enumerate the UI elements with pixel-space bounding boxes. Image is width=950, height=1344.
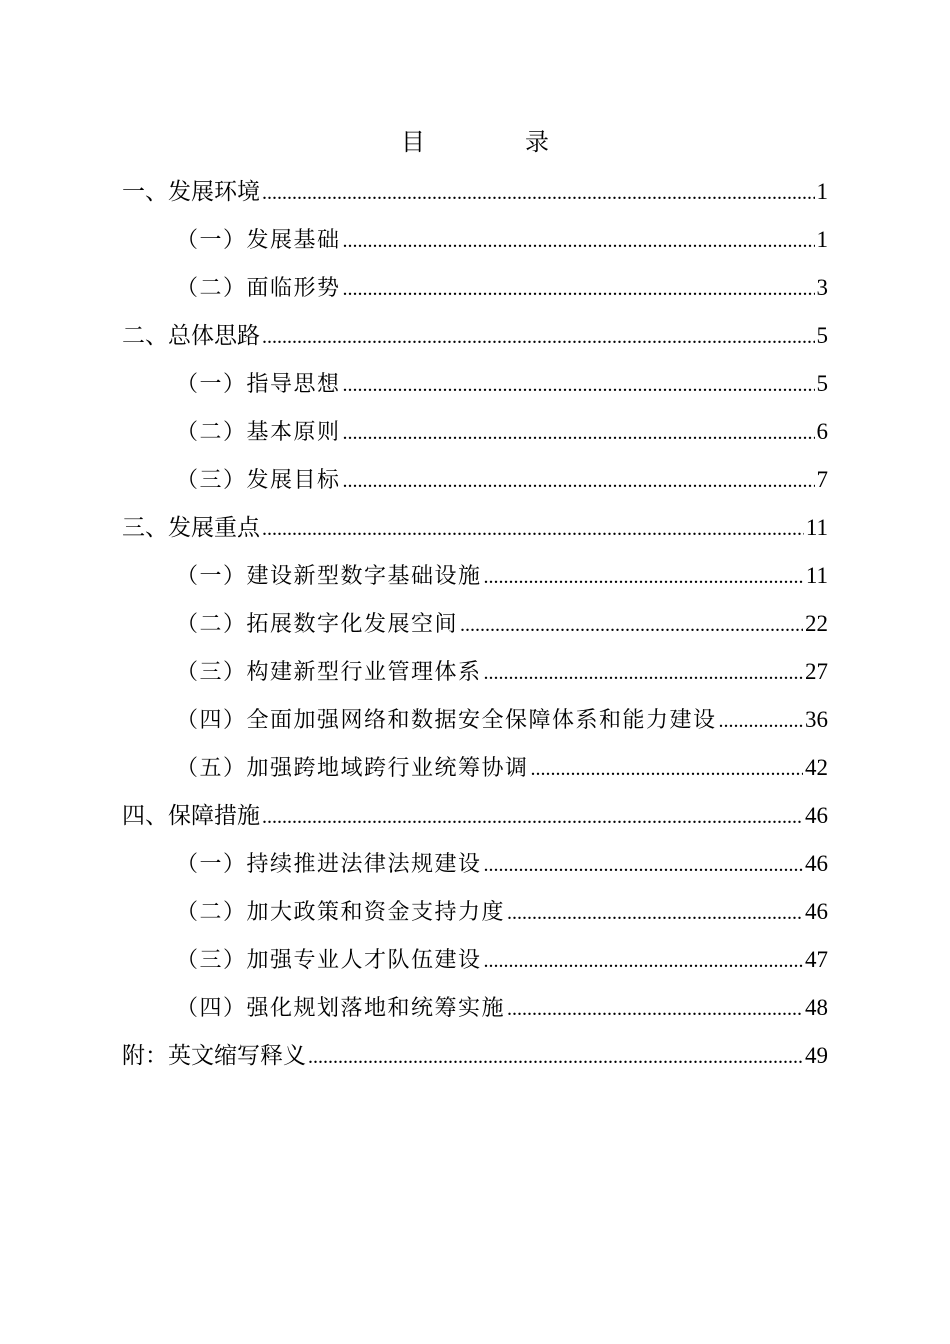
- toc-page-number: 22: [805, 611, 828, 636]
- toc-page-number: 48: [805, 995, 828, 1020]
- dot-leader: [507, 889, 803, 937]
- toc-entry-text: （一）发展基础: [176, 228, 341, 253]
- toc-entry-text: （二）加大政策和资金支持力度: [176, 900, 506, 925]
- toc-page-number: 47: [805, 947, 828, 972]
- toc-page-number: 42: [805, 755, 828, 780]
- toc-entry-text: （三）构建新型行业管理体系: [176, 660, 482, 685]
- dot-leader: [460, 601, 803, 649]
- toc-entry-text: （二）基本原则: [176, 420, 341, 445]
- toc-entry[interactable]: [0, 600, 950, 648]
- toc-page-number: 5: [816, 323, 828, 348]
- toc-page-number: 11: [805, 563, 828, 588]
- toc-entry[interactable]: [0, 648, 950, 696]
- toc-page-number: 49: [805, 1043, 828, 1068]
- dot-leader: [484, 649, 803, 697]
- dot-leader: [484, 937, 803, 985]
- toc-page-number: 36: [805, 707, 828, 732]
- toc-entry-text: （三）加强专业人才队伍建设: [176, 948, 482, 973]
- toc-entry-text: 一、发展环境: [122, 179, 260, 205]
- toc-page-number: 5: [816, 371, 828, 396]
- dot-leader: [343, 361, 815, 409]
- dot-leader: [262, 313, 815, 361]
- toc-entry-text: （二）拓展数字化发展空间: [176, 612, 459, 637]
- dot-leader: [308, 1033, 803, 1081]
- toc-page-number: 46: [805, 803, 828, 828]
- toc-page-number: 46: [805, 851, 828, 876]
- toc-entry-text: （一）持续推进法律法规建设: [176, 852, 482, 877]
- toc-entry-text: 三、发展重点: [122, 515, 260, 541]
- toc-page-number: 1: [816, 179, 828, 204]
- toc-page-number: 1: [816, 227, 828, 252]
- toc-entry-text: 二、总体思路: [122, 323, 260, 349]
- toc-title: 目 录: [401, 128, 587, 156]
- toc-entry[interactable]: [0, 840, 950, 888]
- toc-entry[interactable]: [0, 552, 950, 600]
- toc-entry[interactable]: [0, 1032, 950, 1080]
- dot-leader: [343, 265, 815, 313]
- toc-entry[interactable]: [0, 408, 950, 456]
- dot-leader: [343, 457, 815, 505]
- dot-leader: [262, 505, 804, 553]
- dot-leader: [507, 985, 803, 1033]
- dot-leader: [262, 793, 803, 841]
- toc-entry[interactable]: [0, 264, 950, 312]
- toc-entry[interactable]: [0, 168, 950, 216]
- dot-leader: [531, 745, 803, 793]
- toc-page-number: 11: [805, 515, 828, 540]
- toc-entry-text: （四）全面加强网络和数据安全保障体系和能力建设: [176, 708, 717, 733]
- toc-entry[interactable]: [0, 984, 950, 1032]
- toc-entry-text: （二）面临形势: [176, 276, 341, 301]
- toc-entry-text: （三）发展目标: [176, 468, 341, 493]
- toc-entry[interactable]: [0, 696, 950, 744]
- dot-leader: [484, 841, 803, 889]
- toc-entry-text: （五）加强跨地域跨行业统筹协调: [176, 756, 529, 781]
- toc-entry[interactable]: [0, 888, 950, 936]
- dot-leader: [343, 217, 815, 265]
- dot-leader: [719, 697, 803, 745]
- toc-entry-text: 附：英文缩写释义: [122, 1043, 306, 1069]
- toc-entry[interactable]: [0, 504, 950, 552]
- dot-leader: [262, 169, 815, 217]
- toc-entry[interactable]: [0, 936, 950, 984]
- dot-leader: [343, 409, 815, 457]
- toc-entry[interactable]: [0, 456, 950, 504]
- toc-entry-text: （一）指导思想: [176, 372, 341, 397]
- toc-page-number: 7: [816, 467, 828, 492]
- toc-entry[interactable]: [0, 312, 950, 360]
- toc-list: [0, 168, 950, 1080]
- dot-leader: [484, 553, 804, 601]
- toc-entry[interactable]: [0, 792, 950, 840]
- toc-page-number: 27: [805, 659, 828, 684]
- toc-entry-text: 四、保障措施: [122, 803, 260, 829]
- toc-entry-text: （四）强化规划落地和统筹实施: [176, 996, 506, 1021]
- toc-page-number: 46: [805, 899, 828, 924]
- toc-page-number: 3: [816, 275, 828, 300]
- toc-entry[interactable]: [0, 744, 950, 792]
- toc-entry-text: （一）建设新型数字基础设施: [176, 564, 482, 589]
- toc-entry[interactable]: [0, 360, 950, 408]
- toc-page-number: 6: [816, 419, 828, 444]
- toc-entry[interactable]: [0, 216, 950, 264]
